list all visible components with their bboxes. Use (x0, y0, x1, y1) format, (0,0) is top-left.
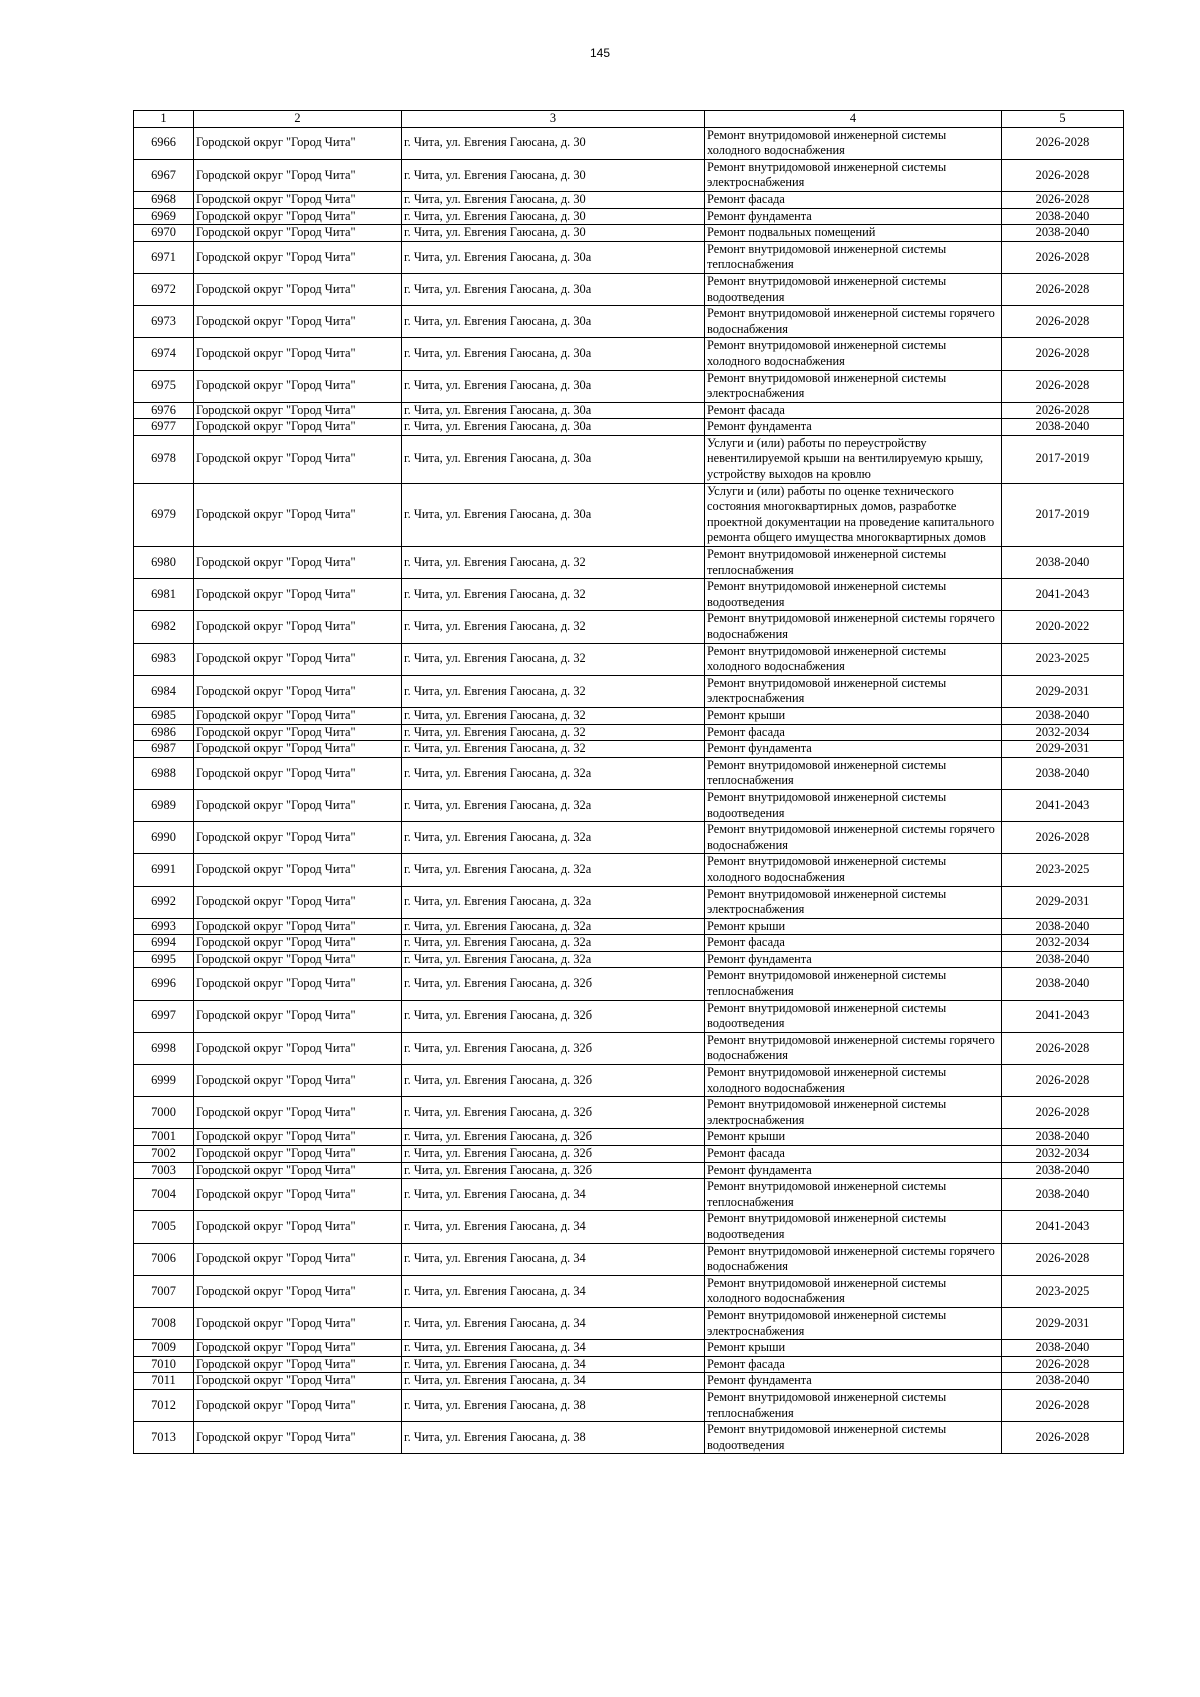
row-number-cell: 6995 (134, 951, 194, 968)
municipality-cell: Городской округ "Город Чита" (194, 757, 402, 789)
address-cell: г. Чита, ул. Евгения Гаюсана, д. 30 (402, 191, 705, 208)
page-number: 145 (589, 46, 611, 60)
row-number-cell: 7004 (134, 1179, 194, 1211)
table-row (134, 741, 1124, 758)
municipality-cell: Городской округ "Город Чита" (194, 741, 402, 758)
row-number-cell: 7011 (134, 1373, 194, 1390)
work-type-cell: Ремонт фундамента (705, 1373, 1002, 1390)
table-row (134, 1373, 1124, 1390)
table-row (134, 241, 1124, 273)
work-type-cell: Ремонт фасада (705, 402, 1002, 419)
municipality-cell: Городской округ "Город Чита" (194, 675, 402, 707)
work-type-cell: Ремонт внутридомовой инженерной системы водоотведения (705, 1000, 1002, 1032)
municipality-cell: Городской округ "Город Чита" (194, 225, 402, 242)
municipality-cell: Городской округ "Город Чита" (194, 483, 402, 546)
municipality-cell: Городской округ "Город Чита" (194, 886, 402, 918)
period-cell: 2038-2040 (1002, 419, 1124, 436)
period-cell: 2026-2028 (1002, 1356, 1124, 1373)
row-number-cell: 6979 (134, 483, 194, 546)
municipality-cell: Городской округ "Город Чита" (194, 191, 402, 208)
period-cell: 2026-2028 (1002, 1032, 1124, 1064)
municipality-cell: Городской округ "Город Чита" (194, 306, 402, 338)
period-cell: 2026-2028 (1002, 402, 1124, 419)
table-row (134, 724, 1124, 741)
work-type-cell: Ремонт внутридомовой инженерной системы теплоснабжения (705, 1389, 1002, 1421)
row-number-cell: 6990 (134, 822, 194, 854)
period-cell: 2038-2040 (1002, 1373, 1124, 1390)
municipality-cell: Городской округ "Город Чита" (194, 935, 402, 952)
table-row (134, 968, 1124, 1000)
table-row (134, 370, 1124, 402)
table-body (134, 127, 1124, 1454)
table-row (134, 886, 1124, 918)
period-cell: 2029-2031 (1002, 741, 1124, 758)
period-cell: 2026-2028 (1002, 1243, 1124, 1275)
table-row (134, 643, 1124, 675)
municipality-cell: Городской округ "Город Чита" (194, 1162, 402, 1179)
municipality-cell: Городской округ "Город Чита" (194, 968, 402, 1000)
address-cell: г. Чита, ул. Евгения Гаюсана, д. 34 (402, 1179, 705, 1211)
period-cell: 2038-2040 (1002, 208, 1124, 225)
row-number-cell: 6989 (134, 789, 194, 821)
row-number-cell: 7006 (134, 1243, 194, 1275)
work-type-cell: Ремонт внутридомовой инженерной системы водоотведения (705, 273, 1002, 305)
period-cell: 2026-2028 (1002, 191, 1124, 208)
address-cell: г. Чита, ул. Евгения Гаюсана, д. 32а (402, 789, 705, 821)
table-row (134, 854, 1124, 886)
table-row (134, 1032, 1124, 1064)
address-cell: г. Чита, ул. Евгения Гаюсана, д. 30а (402, 241, 705, 273)
column-header-1: 1 (134, 111, 194, 128)
address-cell: г. Чита, ул. Евгения Гаюсана, д. 34 (402, 1275, 705, 1307)
municipality-cell: Городской округ "Город Чита" (194, 854, 402, 886)
period-cell: 2038-2040 (1002, 707, 1124, 724)
work-type-cell: Ремонт внутридомовой инженерной системы теплоснабжения (705, 241, 1002, 273)
period-cell: 2023-2025 (1002, 643, 1124, 675)
period-cell: 2038-2040 (1002, 1179, 1124, 1211)
municipality-cell: Городской округ "Город Чита" (194, 951, 402, 968)
address-cell: г. Чита, ул. Евгения Гаюсана, д. 30а (402, 419, 705, 436)
address-cell: г. Чита, ул. Евгения Гаюсана, д. 38 (402, 1389, 705, 1421)
municipality-cell: Городской округ "Город Чита" (194, 1340, 402, 1357)
table-row (134, 951, 1124, 968)
municipality-cell: Городской округ "Город Чита" (194, 1422, 402, 1454)
header-row (134, 111, 1124, 128)
row-number-cell: 7013 (134, 1422, 194, 1454)
work-type-cell: Услуги и (или) работы по переустройству невентилируемой крыши на вентилируемую крышу, устройству выходов на кровлю (705, 435, 1002, 483)
row-number-cell: 7005 (134, 1211, 194, 1243)
period-cell: 2038-2040 (1002, 918, 1124, 935)
period-cell: 2020-2022 (1002, 611, 1124, 643)
row-number-cell: 6983 (134, 643, 194, 675)
work-type-cell: Ремонт фасада (705, 1146, 1002, 1163)
work-type-cell: Ремонт фундамента (705, 1162, 1002, 1179)
row-number-cell: 6996 (134, 968, 194, 1000)
address-cell: г. Чита, ул. Евгения Гаюсана, д. 30 (402, 127, 705, 159)
municipality-cell: Городской округ "Город Чита" (194, 1356, 402, 1373)
table-row (134, 675, 1124, 707)
table-row (134, 1097, 1124, 1129)
work-type-cell: Ремонт внутридомовой инженерной системы теплоснабжения (705, 547, 1002, 579)
address-cell: г. Чита, ул. Евгения Гаюсана, д. 30а (402, 435, 705, 483)
municipality-cell: Городской округ "Город Чита" (194, 159, 402, 191)
municipality-cell: Городской округ "Город Чита" (194, 1275, 402, 1307)
address-cell: г. Чита, ул. Евгения Гаюсана, д. 30 (402, 208, 705, 225)
work-type-cell: Ремонт внутридомовой инженерной системы теплоснабжения (705, 968, 1002, 1000)
address-cell: г. Чита, ул. Евгения Гаюсана, д. 32б (402, 1146, 705, 1163)
municipality-cell: Городской округ "Город Чита" (194, 1032, 402, 1064)
work-type-cell: Ремонт внутридомовой инженерной системы теплоснабжения (705, 1179, 1002, 1211)
row-number-cell: 6988 (134, 757, 194, 789)
address-cell: г. Чита, ул. Евгения Гаюсана, д. 32а (402, 935, 705, 952)
municipality-cell: Городской округ "Город Чита" (194, 918, 402, 935)
address-cell: г. Чита, ул. Евгения Гаюсана, д. 32 (402, 675, 705, 707)
period-cell: 2029-2031 (1002, 1307, 1124, 1339)
table-row (134, 579, 1124, 611)
work-type-cell: Ремонт внутридомовой инженерной системы холодного водоснабжения (705, 127, 1002, 159)
row-number-cell: 6968 (134, 191, 194, 208)
address-cell: г. Чита, ул. Евгения Гаюсана, д. 30а (402, 338, 705, 370)
work-type-cell: Ремонт внутридомовой инженерной системы электроснабжения (705, 159, 1002, 191)
work-type-cell: Ремонт фундамента (705, 741, 1002, 758)
column-header-5: 5 (1002, 111, 1124, 128)
municipality-cell: Городской округ "Город Чита" (194, 370, 402, 402)
work-type-cell: Ремонт крыши (705, 1129, 1002, 1146)
address-cell: г. Чита, ул. Евгения Гаюсана, д. 32 (402, 724, 705, 741)
table-row (134, 435, 1124, 483)
row-number-cell: 6982 (134, 611, 194, 643)
table-row (134, 1307, 1124, 1339)
address-cell: г. Чита, ул. Евгения Гаюсана, д. 38 (402, 1422, 705, 1454)
row-number-cell: 7008 (134, 1307, 194, 1339)
work-type-cell: Ремонт внутридомовой инженерной системы водоотведения (705, 1422, 1002, 1454)
address-cell: г. Чита, ул. Евгения Гаюсана, д. 30 (402, 159, 705, 191)
address-cell: г. Чита, ул. Евгения Гаюсана, д. 32б (402, 968, 705, 1000)
municipality-cell: Городской округ "Город Чита" (194, 707, 402, 724)
row-number-cell: 6971 (134, 241, 194, 273)
table-row (134, 707, 1124, 724)
address-cell: г. Чита, ул. Евгения Гаюсана, д. 32 (402, 579, 705, 611)
period-cell: 2029-2031 (1002, 886, 1124, 918)
address-cell: г. Чита, ул. Евгения Гаюсана, д. 30а (402, 273, 705, 305)
municipality-cell: Городской округ "Город Чита" (194, 127, 402, 159)
period-cell: 2041-2043 (1002, 579, 1124, 611)
table-row (134, 1356, 1124, 1373)
row-number-cell: 6974 (134, 338, 194, 370)
period-cell: 2038-2040 (1002, 1340, 1124, 1357)
table-row (134, 1162, 1124, 1179)
table-row (134, 483, 1124, 546)
row-number-cell: 6976 (134, 402, 194, 419)
work-type-cell: Ремонт подвальных помещений (705, 225, 1002, 242)
repair-schedule-table (133, 110, 1124, 1454)
period-cell: 2038-2040 (1002, 1162, 1124, 1179)
table-row (134, 547, 1124, 579)
municipality-cell: Городской округ "Город Чита" (194, 273, 402, 305)
work-type-cell: Услуги и (или) работы по оценке технического состояния многоквартирных домов, разработке проектной документации на проведение капитального ремонта общего имущества многоквартирных домов (705, 483, 1002, 546)
municipality-cell: Городской округ "Город Чита" (194, 1097, 402, 1129)
address-cell: г. Чита, ул. Евгения Гаюсана, д. 32 (402, 741, 705, 758)
period-cell: 2023-2025 (1002, 1275, 1124, 1307)
work-type-cell: Ремонт внутридомовой инженерной системы электроснабжения (705, 675, 1002, 707)
work-type-cell: Ремонт внутридомовой инженерной системы горячего водоснабжения (705, 306, 1002, 338)
municipality-cell: Городской округ "Город Чита" (194, 789, 402, 821)
period-cell: 2026-2028 (1002, 127, 1124, 159)
work-type-cell: Ремонт крыши (705, 918, 1002, 935)
address-cell: г. Чита, ул. Евгения Гаюсана, д. 34 (402, 1356, 705, 1373)
work-type-cell: Ремонт фасада (705, 935, 1002, 952)
table-row (134, 789, 1124, 821)
row-number-cell: 6980 (134, 547, 194, 579)
period-cell: 2017-2019 (1002, 483, 1124, 546)
work-type-cell: Ремонт внутридомовой инженерной системы электроснабжения (705, 1097, 1002, 1129)
work-type-cell: Ремонт внутридомовой инженерной системы холодного водоснабжения (705, 643, 1002, 675)
work-type-cell: Ремонт внутридомовой инженерной системы электроснабжения (705, 886, 1002, 918)
municipality-cell: Городской округ "Город Чита" (194, 1146, 402, 1163)
municipality-cell: Городской округ "Город Чита" (194, 643, 402, 675)
municipality-cell: Городской округ "Город Чита" (194, 1307, 402, 1339)
period-cell: 2026-2028 (1002, 273, 1124, 305)
work-type-cell: Ремонт внутридомовой инженерной системы теплоснабжения (705, 757, 1002, 789)
work-type-cell: Ремонт внутридомовой инженерной системы электроснабжения (705, 1307, 1002, 1339)
work-type-cell: Ремонт внутридомовой инженерной системы горячего водоснабжения (705, 822, 1002, 854)
work-type-cell: Ремонт фундамента (705, 419, 1002, 436)
period-cell: 2032-2034 (1002, 935, 1124, 952)
address-cell: г. Чита, ул. Евгения Гаюсана, д. 34 (402, 1340, 705, 1357)
row-number-cell: 7002 (134, 1146, 194, 1163)
table-row (134, 338, 1124, 370)
address-cell: г. Чита, ул. Евгения Гаюсана, д. 34 (402, 1373, 705, 1390)
table-row (134, 918, 1124, 935)
municipality-cell: Городской округ "Город Чита" (194, 547, 402, 579)
work-type-cell: Ремонт внутридомовой инженерной системы водоотведения (705, 579, 1002, 611)
address-cell: г. Чита, ул. Евгения Гаюсана, д. 30а (402, 370, 705, 402)
address-cell: г. Чита, ул. Евгения Гаюсана, д. 34 (402, 1211, 705, 1243)
row-number-cell: 6991 (134, 854, 194, 886)
column-header-2: 2 (194, 111, 402, 128)
address-cell: г. Чита, ул. Евгения Гаюсана, д. 32а (402, 822, 705, 854)
municipality-cell: Городской округ "Город Чита" (194, 1065, 402, 1097)
work-type-cell: Ремонт крыши (705, 707, 1002, 724)
row-number-cell: 6969 (134, 208, 194, 225)
period-cell: 2026-2028 (1002, 1422, 1124, 1454)
address-cell: г. Чита, ул. Евгения Гаюсана, д. 32а (402, 951, 705, 968)
period-cell: 2032-2034 (1002, 1146, 1124, 1163)
period-cell: 2026-2028 (1002, 1065, 1124, 1097)
row-number-cell: 6973 (134, 306, 194, 338)
row-number-cell: 6967 (134, 159, 194, 191)
table-row (134, 208, 1124, 225)
period-cell: 2032-2034 (1002, 724, 1124, 741)
table-row (134, 1422, 1124, 1454)
work-type-cell: Ремонт внутридомовой инженерной системы холодного водоснабжения (705, 1275, 1002, 1307)
period-cell: 2026-2028 (1002, 1097, 1124, 1129)
row-number-cell: 6981 (134, 579, 194, 611)
row-number-cell: 6986 (134, 724, 194, 741)
table-row (134, 419, 1124, 436)
address-cell: г. Чита, ул. Евгения Гаюсана, д. 34 (402, 1243, 705, 1275)
period-cell: 2038-2040 (1002, 968, 1124, 1000)
work-type-cell: Ремонт фасада (705, 724, 1002, 741)
address-cell: г. Чита, ул. Евгения Гаюсана, д. 30а (402, 483, 705, 546)
address-cell: г. Чита, ул. Евгения Гаюсана, д. 32б (402, 1097, 705, 1129)
row-number-cell: 7000 (134, 1097, 194, 1129)
period-cell: 2026-2028 (1002, 822, 1124, 854)
municipality-cell: Городской округ "Город Чита" (194, 1373, 402, 1390)
period-cell: 2029-2031 (1002, 675, 1124, 707)
address-cell: г. Чита, ул. Евгения Гаюсана, д. 32 (402, 547, 705, 579)
address-cell: г. Чита, ул. Евгения Гаюсана, д. 30 (402, 225, 705, 242)
work-type-cell: Ремонт крыши (705, 1340, 1002, 1357)
table-row (134, 225, 1124, 242)
address-cell: г. Чита, ул. Евгения Гаюсана, д. 30а (402, 402, 705, 419)
table-row (134, 191, 1124, 208)
table-row (134, 1065, 1124, 1097)
work-type-cell: Ремонт внутридомовой инженерной системы водоотведения (705, 789, 1002, 821)
table-row (134, 1389, 1124, 1421)
address-cell: г. Чита, ул. Евгения Гаюсана, д. 32 (402, 643, 705, 675)
address-cell: г. Чита, ул. Евгения Гаюсана, д. 30а (402, 306, 705, 338)
table-row (134, 1243, 1124, 1275)
row-number-cell: 6993 (134, 918, 194, 935)
municipality-cell: Городской округ "Город Чита" (194, 611, 402, 643)
address-cell: г. Чита, ул. Евгения Гаюсана, д. 32б (402, 1065, 705, 1097)
address-cell: г. Чита, ул. Евгения Гаюсана, д. 32а (402, 757, 705, 789)
address-cell: г. Чита, ул. Евгения Гаюсана, д. 32 (402, 611, 705, 643)
municipality-cell: Городской округ "Город Чита" (194, 579, 402, 611)
table-row (134, 1129, 1124, 1146)
address-cell: г. Чита, ул. Евгения Гаюсана, д. 32а (402, 918, 705, 935)
address-cell: г. Чита, ул. Евгения Гаюсана, д. 32а (402, 886, 705, 918)
period-cell: 2026-2028 (1002, 306, 1124, 338)
table-row (134, 1275, 1124, 1307)
period-cell: 2026-2028 (1002, 370, 1124, 402)
row-number-cell: 6984 (134, 675, 194, 707)
period-cell: 2026-2028 (1002, 1389, 1124, 1421)
address-cell: г. Чита, ул. Евгения Гаюсана, д. 34 (402, 1307, 705, 1339)
row-number-cell: 6998 (134, 1032, 194, 1064)
period-cell: 2026-2028 (1002, 241, 1124, 273)
work-type-cell: Ремонт внутридомовой инженерной системы горячего водоснабжения (705, 1243, 1002, 1275)
municipality-cell: Городской округ "Город Чита" (194, 1179, 402, 1211)
municipality-cell: Городской округ "Город Чита" (194, 241, 402, 273)
period-cell: 2038-2040 (1002, 757, 1124, 789)
municipality-cell: Городской округ "Город Чита" (194, 208, 402, 225)
address-cell: г. Чита, ул. Евгения Гаюсана, д. 32б (402, 1129, 705, 1146)
row-number-cell: 6966 (134, 127, 194, 159)
work-type-cell: Ремонт внутридомовой инженерной системы холодного водоснабжения (705, 854, 1002, 886)
work-type-cell: Ремонт фундамента (705, 208, 1002, 225)
table-row (134, 402, 1124, 419)
table-row (134, 306, 1124, 338)
table-row (134, 127, 1124, 159)
row-number-cell: 6977 (134, 419, 194, 436)
municipality-cell: Городской округ "Город Чита" (194, 724, 402, 741)
row-number-cell: 7003 (134, 1162, 194, 1179)
municipality-cell: Городской округ "Город Чита" (194, 419, 402, 436)
table-row (134, 1000, 1124, 1032)
table-row (134, 822, 1124, 854)
work-type-cell: Ремонт фасада (705, 191, 1002, 208)
municipality-cell: Городской округ "Город Чита" (194, 338, 402, 370)
table-row (134, 935, 1124, 952)
row-number-cell: 6970 (134, 225, 194, 242)
table-header (134, 111, 1124, 128)
period-cell: 2038-2040 (1002, 951, 1124, 968)
table-row (134, 1340, 1124, 1357)
work-type-cell: Ремонт внутридомовой инженерной системы электроснабжения (705, 370, 1002, 402)
period-cell: 2041-2043 (1002, 789, 1124, 821)
row-number-cell: 6999 (134, 1065, 194, 1097)
row-number-cell: 6997 (134, 1000, 194, 1032)
row-number-cell: 6972 (134, 273, 194, 305)
column-header-3: 3 (402, 111, 705, 128)
row-number-cell: 6992 (134, 886, 194, 918)
address-cell: г. Чита, ул. Евгения Гаюсана, д. 32б (402, 1000, 705, 1032)
table-row (134, 757, 1124, 789)
period-cell: 2017-2019 (1002, 435, 1124, 483)
municipality-cell: Городской округ "Город Чита" (194, 1389, 402, 1421)
municipality-cell: Городской округ "Город Чита" (194, 435, 402, 483)
row-number-cell: 7010 (134, 1356, 194, 1373)
row-number-cell: 6985 (134, 707, 194, 724)
municipality-cell: Городской округ "Город Чита" (194, 1129, 402, 1146)
work-type-cell: Ремонт внутридомовой инженерной системы водоотведения (705, 1211, 1002, 1243)
table-row (134, 1146, 1124, 1163)
period-cell: 2026-2028 (1002, 159, 1124, 191)
row-number-cell: 7007 (134, 1275, 194, 1307)
row-number-cell: 6975 (134, 370, 194, 402)
period-cell: 2041-2043 (1002, 1211, 1124, 1243)
table-row (134, 1179, 1124, 1211)
row-number-cell: 7012 (134, 1389, 194, 1421)
table-row (134, 159, 1124, 191)
table-row (134, 611, 1124, 643)
period-cell: 2038-2040 (1002, 225, 1124, 242)
municipality-cell: Городской округ "Город Чита" (194, 822, 402, 854)
address-cell: г. Чита, ул. Евгения Гаюсана, д. 32а (402, 854, 705, 886)
address-cell: г. Чита, ул. Евгения Гаюсана, д. 32б (402, 1032, 705, 1064)
period-cell: 2041-2043 (1002, 1000, 1124, 1032)
work-type-cell: Ремонт внутридомовой инженерной системы холодного водоснабжения (705, 1065, 1002, 1097)
municipality-cell: Городской округ "Город Чита" (194, 1000, 402, 1032)
row-number-cell: 7009 (134, 1340, 194, 1357)
row-number-cell: 7001 (134, 1129, 194, 1146)
work-type-cell: Ремонт фасада (705, 1356, 1002, 1373)
municipality-cell: Городской округ "Город Чита" (194, 1211, 402, 1243)
table-row (134, 273, 1124, 305)
period-cell: 2026-2028 (1002, 338, 1124, 370)
row-number-cell: 6994 (134, 935, 194, 952)
municipality-cell: Городской округ "Город Чита" (194, 1243, 402, 1275)
municipality-cell: Городской округ "Город Чита" (194, 402, 402, 419)
address-cell: г. Чита, ул. Евгения Гаюсана, д. 32б (402, 1162, 705, 1179)
row-number-cell: 6978 (134, 435, 194, 483)
table-row (134, 1211, 1124, 1243)
column-header-4: 4 (705, 111, 1002, 128)
period-cell: 2038-2040 (1002, 547, 1124, 579)
period-cell: 2023-2025 (1002, 854, 1124, 886)
period-cell: 2038-2040 (1002, 1129, 1124, 1146)
work-type-cell: Ремонт внутридомовой инженерной системы холодного водоснабжения (705, 338, 1002, 370)
work-type-cell: Ремонт фундамента (705, 951, 1002, 968)
row-number-cell: 6987 (134, 741, 194, 758)
work-type-cell: Ремонт внутридомовой инженерной системы горячего водоснабжения (705, 1032, 1002, 1064)
work-type-cell: Ремонт внутридомовой инженерной системы горячего водоснабжения (705, 611, 1002, 643)
address-cell: г. Чита, ул. Евгения Гаюсана, д. 32 (402, 707, 705, 724)
